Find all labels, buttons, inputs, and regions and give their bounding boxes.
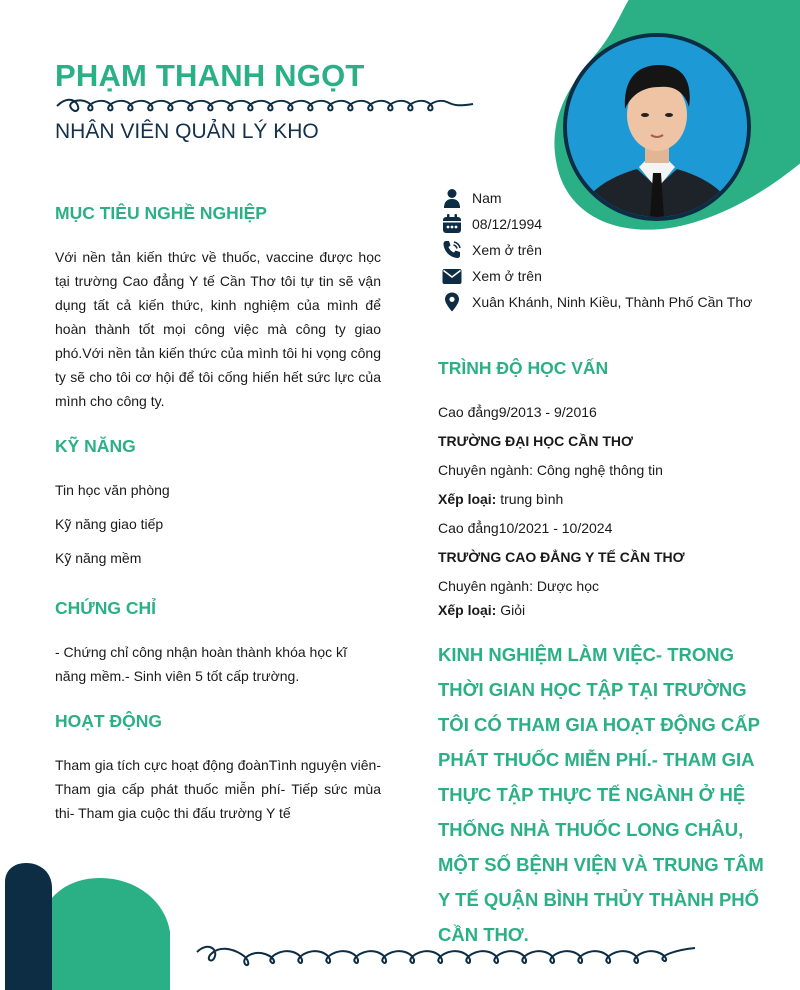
contact-email bbox=[440, 264, 542, 288]
education-period: Cao đẳng9/2013 - 9/2016 bbox=[438, 404, 597, 420]
skills-title: KỸ NĂNG bbox=[55, 436, 136, 456]
profile-photo bbox=[563, 33, 751, 221]
skill-item: Kỹ năng giao tiếp bbox=[55, 516, 164, 532]
activities-text: Tham gia tích cực hoạt động đoànTình nguyện viên- Tham gia cấp phát thuốc miễn phí- Tiếp sức mùa thi- Tham gia cuộc thi đấu trường Y tế bbox=[55, 757, 381, 821]
candidate-name: PHẠM THANH NGỌT bbox=[55, 58, 365, 93]
grade-value: Giỏi bbox=[500, 602, 526, 618]
education-school: TRƯỜNG ĐẠI HỌC CẦN THƠ bbox=[438, 433, 633, 449]
phone-value: Xem ở trên bbox=[472, 242, 542, 258]
certificates-text: - Chứng chỉ công nhận hoàn thành khóa học kĩ năng mềm.- Sinh viên 5 tốt cấp trường. bbox=[55, 644, 347, 684]
education-major: Chuyên ngành: Dược học bbox=[438, 578, 599, 594]
skill-item: Tin học văn phòng bbox=[55, 482, 170, 498]
contact-address bbox=[440, 290, 752, 314]
grade-label: Xếp loại: bbox=[438, 602, 497, 618]
contact-phone bbox=[440, 238, 542, 262]
phone-icon bbox=[440, 238, 464, 262]
education-major: Chuyên ngành: Công nghệ thông tin bbox=[438, 462, 663, 478]
education-title: TRÌNH ĐỘ HỌC VẤN bbox=[438, 358, 609, 378]
address-value: Xuân Khánh, Ninh Kiều, Thành Phố Cần Thơ bbox=[472, 294, 753, 310]
activities-title: HOẠT ĐỘNG bbox=[55, 711, 162, 731]
envelope-icon bbox=[440, 264, 464, 288]
education-school: TRƯỜNG CAO ĐẲNG Y TẾ CẦN THƠ bbox=[438, 549, 685, 565]
grade-value: trung bình bbox=[500, 491, 564, 507]
decorative-corner-shapes bbox=[0, 860, 200, 990]
contact-gender bbox=[440, 186, 502, 210]
certificates-title: CHỨNG CHỈ bbox=[55, 598, 157, 618]
decorative-squiggle bbox=[195, 942, 700, 970]
email-value: Xem ở trên bbox=[472, 268, 542, 284]
education-period: Cao đẳng10/2021 - 10/2024 bbox=[438, 520, 613, 536]
experience-text: KINH NGHIỆM LÀM VIỆC- TRONG THỜI GIAN HỌC TẬP TẠI TRƯỜNG TÔI CÓ THAM GIA HOẠT ĐỘNG CẤP PHÁT THUỐC MIỄN PHÍ.- THAM GIA THỰC TẬP THỰC TẾ NGÀNH Ở HỆ THỐNG NHÀ THUỐC LONG CHÂU, MỘT SỐ BỆNH VIỆN VÀ TRUNG TÂM Y TẾ QUẬN BÌNH THỦY THÀNH PHỐ CẦN THƠ. bbox=[438, 644, 764, 945]
education-grade bbox=[438, 491, 563, 507]
person-icon bbox=[440, 186, 464, 210]
skill-item: Kỹ năng mềm bbox=[55, 550, 142, 566]
decorative-squiggle bbox=[55, 94, 475, 116]
grade-label: Xếp loại: bbox=[438, 491, 497, 507]
objective-text: Với nền tản kiến thức về thuốc, vaccine được học tại trường Cao đẳng Y tế Cần Thơ tôi tự tin sẽ vận dụng tất cả kiến thức, kinh nghiệm của mình để hoàn thành tốt mọi công việc mà công ty giao phó.Với nền tản kiến thức của mình tôi hi vọng công ty sẽ cho tôi cơ hội để tôi cống hiến hết sức lực của mình cho công ty. bbox=[55, 249, 381, 409]
gender-value: Nam bbox=[472, 190, 502, 206]
education-grade bbox=[438, 602, 525, 618]
contact-birthday bbox=[440, 212, 542, 236]
birthday-value: 08/12/1994 bbox=[472, 216, 543, 232]
calendar-icon bbox=[440, 212, 464, 236]
location-pin-icon bbox=[440, 290, 464, 314]
job-title: NHÂN VIÊN QUẢN LÝ KHO bbox=[55, 120, 319, 143]
objective-title: MỤC TIÊU NGHỀ NGHIỆP bbox=[55, 203, 267, 223]
